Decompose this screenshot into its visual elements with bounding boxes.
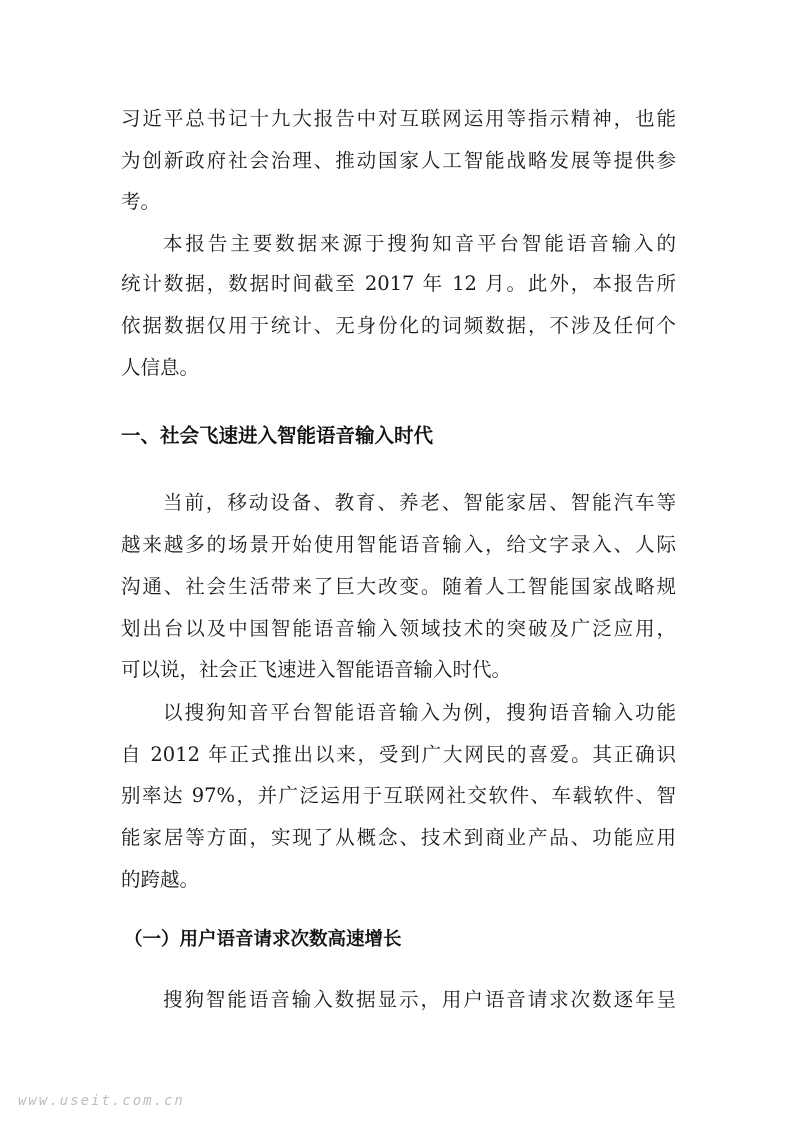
s1p2-line-4: 能家居等方面，实现了从概念、技术到商业产品、功能应用 [121, 826, 676, 849]
s1p2-line-3: 别率达 97%，并广泛运用于互联网社交软件、车载软件、智 [121, 784, 676, 807]
s1p1-line-2: 越来越多的场景开始使用智能语音输入，给文字录入、人际 [121, 533, 676, 556]
source-line-2: 统计数据，数据时间截至 2017 年 12 月。此外，本报告所 [121, 272, 676, 295]
intro-line-1: 习近平总书记十九大报告中对互联网运用等指示精神，也能 [121, 107, 676, 130]
section-1-heading: 一、社会飞速进入智能语音输入时代 [121, 424, 434, 447]
source-line-3: 依据数据仅用于统计、无身份化的词频数据，不涉及任何个 [121, 314, 676, 337]
s1p2-line-1: 以搜狗知音平台智能语音输入为例，搜狗语音输入功能 [163, 701, 676, 724]
source-line-4: 人信息。 [121, 356, 200, 379]
s1p2-line-2: 自 2012 年正式推出以来，受到广大网民的喜爱。其正确识 [121, 743, 676, 766]
intro-line-3: 考。 [121, 190, 161, 213]
site-watermark: www.useit.com.cn [18, 1093, 185, 1109]
s1p2-line-5: 的跨越。 [121, 868, 200, 891]
s1p1-line-3: 沟通、社会生活带来了巨大改变。随着人工智能国家战略规 [121, 575, 676, 598]
subsection-1-heading: （一）用户语音请求次数高速增长 [124, 929, 402, 950]
s1p1-line-5: 可以说，社会正飞速进入智能语音输入时代。 [121, 658, 512, 681]
source-line-1: 本报告主要数据来源于搜狗知音平台智能语音输入的 [163, 232, 676, 255]
ss1p1-line-1: 搜狗智能语音输入数据显示，用户语音请求次数逐年呈 [163, 988, 676, 1011]
s1p1-line-1: 当前，移动设备、教育、养老、智能家居、智能汽车等 [163, 491, 676, 514]
s1p1-line-4: 划出台以及中国智能语音输入领域技术的突破及广泛应用， [121, 617, 676, 640]
intro-line-2: 为创新政府社会治理、推动国家人工智能战略发展等提供参 [121, 149, 676, 172]
